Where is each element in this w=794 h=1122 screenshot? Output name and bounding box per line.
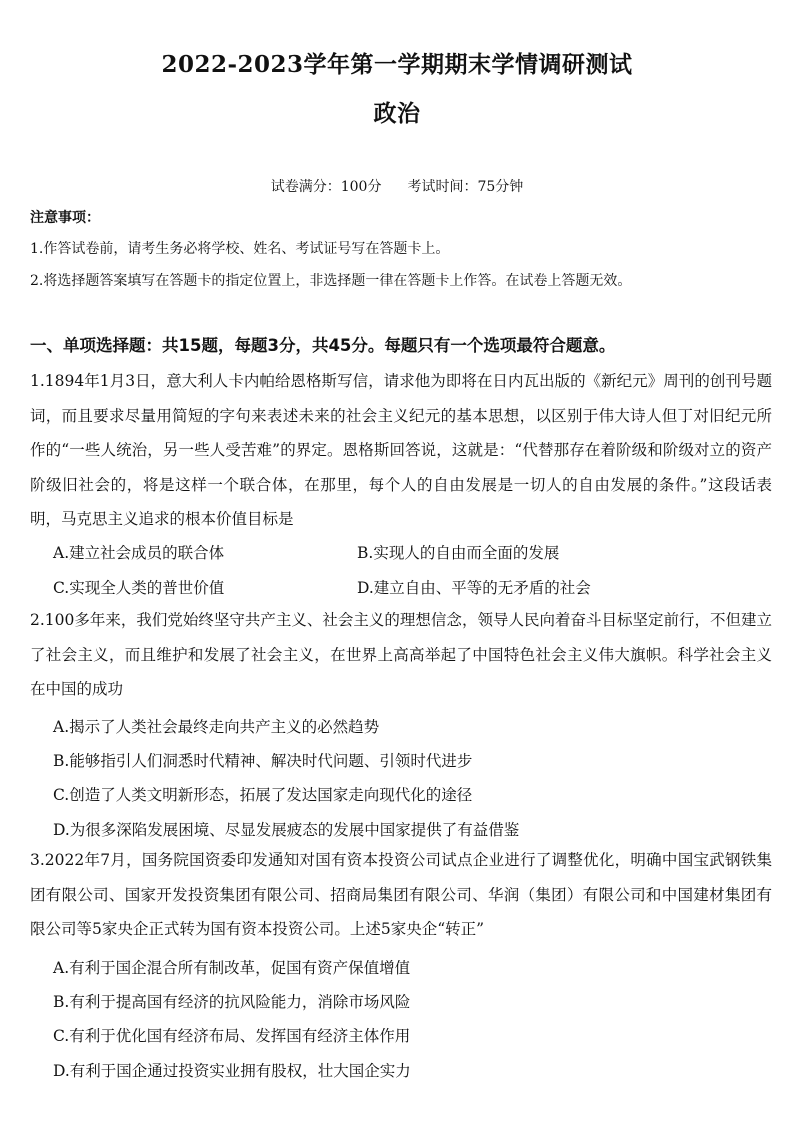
option-c: C.实现全人类的普世价值	[53, 579, 225, 597]
question-stem: 2.100多年来，我们党始终坚守共产主义、社会主义的理想信念，领导人民向着奋斗目标坚定前行，不但建立了社会主义，而且维护和发展了社会主义，在世界上高高举起了中国特色社会主义伟大旗帜。科学社会主义在中国的成功	[30, 611, 772, 698]
option-a: A.建立社会成员的联合体	[53, 544, 225, 562]
exam-title: 2022-2023学年第一学期期末学情调研测试	[161, 51, 633, 78]
section-heading: 一、单项选择题：共15题，每题3分，共45分。每题只有一个选项最符合题意。	[30, 336, 616, 355]
exam-time: 考试时间：75分钟	[407, 179, 524, 195]
subject-title: 政治	[373, 100, 421, 127]
notice-item: 1.作答试卷前，请考生务必将学校、姓名、考试证号写在答题卡上。	[30, 241, 450, 257]
option-c: C.创造了人类文明新形态，拓展了发达国家走向现代化的途径	[53, 786, 473, 804]
option-d: D.为很多深陷发展困境、尽显发展疲态的发展中国家提供了有益借鉴	[53, 821, 520, 839]
exam-meta	[0, 176, 794, 196]
option-d: D.有利于国企通过投资实业拥有股权，壮大国企实力	[53, 1062, 411, 1080]
full-score: 试卷满分：100分	[270, 179, 382, 195]
option-d: D.建立自由、平等的无矛盾的社会	[357, 579, 591, 597]
notice-heading: 注意事项：	[30, 210, 100, 226]
option-b: B.实现人的自由而全面的发展	[357, 544, 560, 562]
question-stem: 3.2022年7月，国务院国资委印发通知对国有资本投资公司试点企业进行了调整优化，明确中国宝武钢铁集团有限公司、国家开发投资集团有限公司、招商局集团有限公司、华润（集团）有限公司和中国建材集团有限公司等5家央企正式转为国有资本投资公司。上述5家央企“转正”	[30, 851, 772, 938]
option-b: B.能够指引人们洞悉时代精神、解决时代问题、引领时代进步	[53, 752, 473, 770]
notice-item: 2.将选择题答案填写在答题卡的指定位置上，非选择题一律在答题卡上作答。在试卷上答题无效。	[30, 273, 632, 289]
question-stem: 1.1894年1月3日，意大利人卡内帕给恩格斯写信，请求他为即将在日内瓦出版的《新纪元》周刊的创刊号题词，而且要求尽量用简短的字句来表述未来的社会主义纪元的基本思想，以区别于伟大诗人但丁对旧纪元所作的“一些人统治，另一些人受苦难”的界定。恩格斯回答说，这就是：“代替那存在着阶级和阶级对立的资产阶级旧社会的，将是这样一个联合体，在那里，每个人的自由发展是一切人的自由发展的条件。”这段话表明，马克思主义追求的根本价值目标是	[30, 372, 772, 528]
option-a: A.有利于国企混合所有制改革，促国有资产保值增值	[53, 959, 411, 977]
option-c: C.有利于优化国有经济布局、发挥国有经济主体作用	[53, 1027, 411, 1045]
option-b: B.有利于提高国有经济的抗风险能力，消除市场风险	[53, 993, 411, 1011]
option-a: A.揭示了人类社会最终走向共产主义的必然趋势	[53, 718, 380, 736]
